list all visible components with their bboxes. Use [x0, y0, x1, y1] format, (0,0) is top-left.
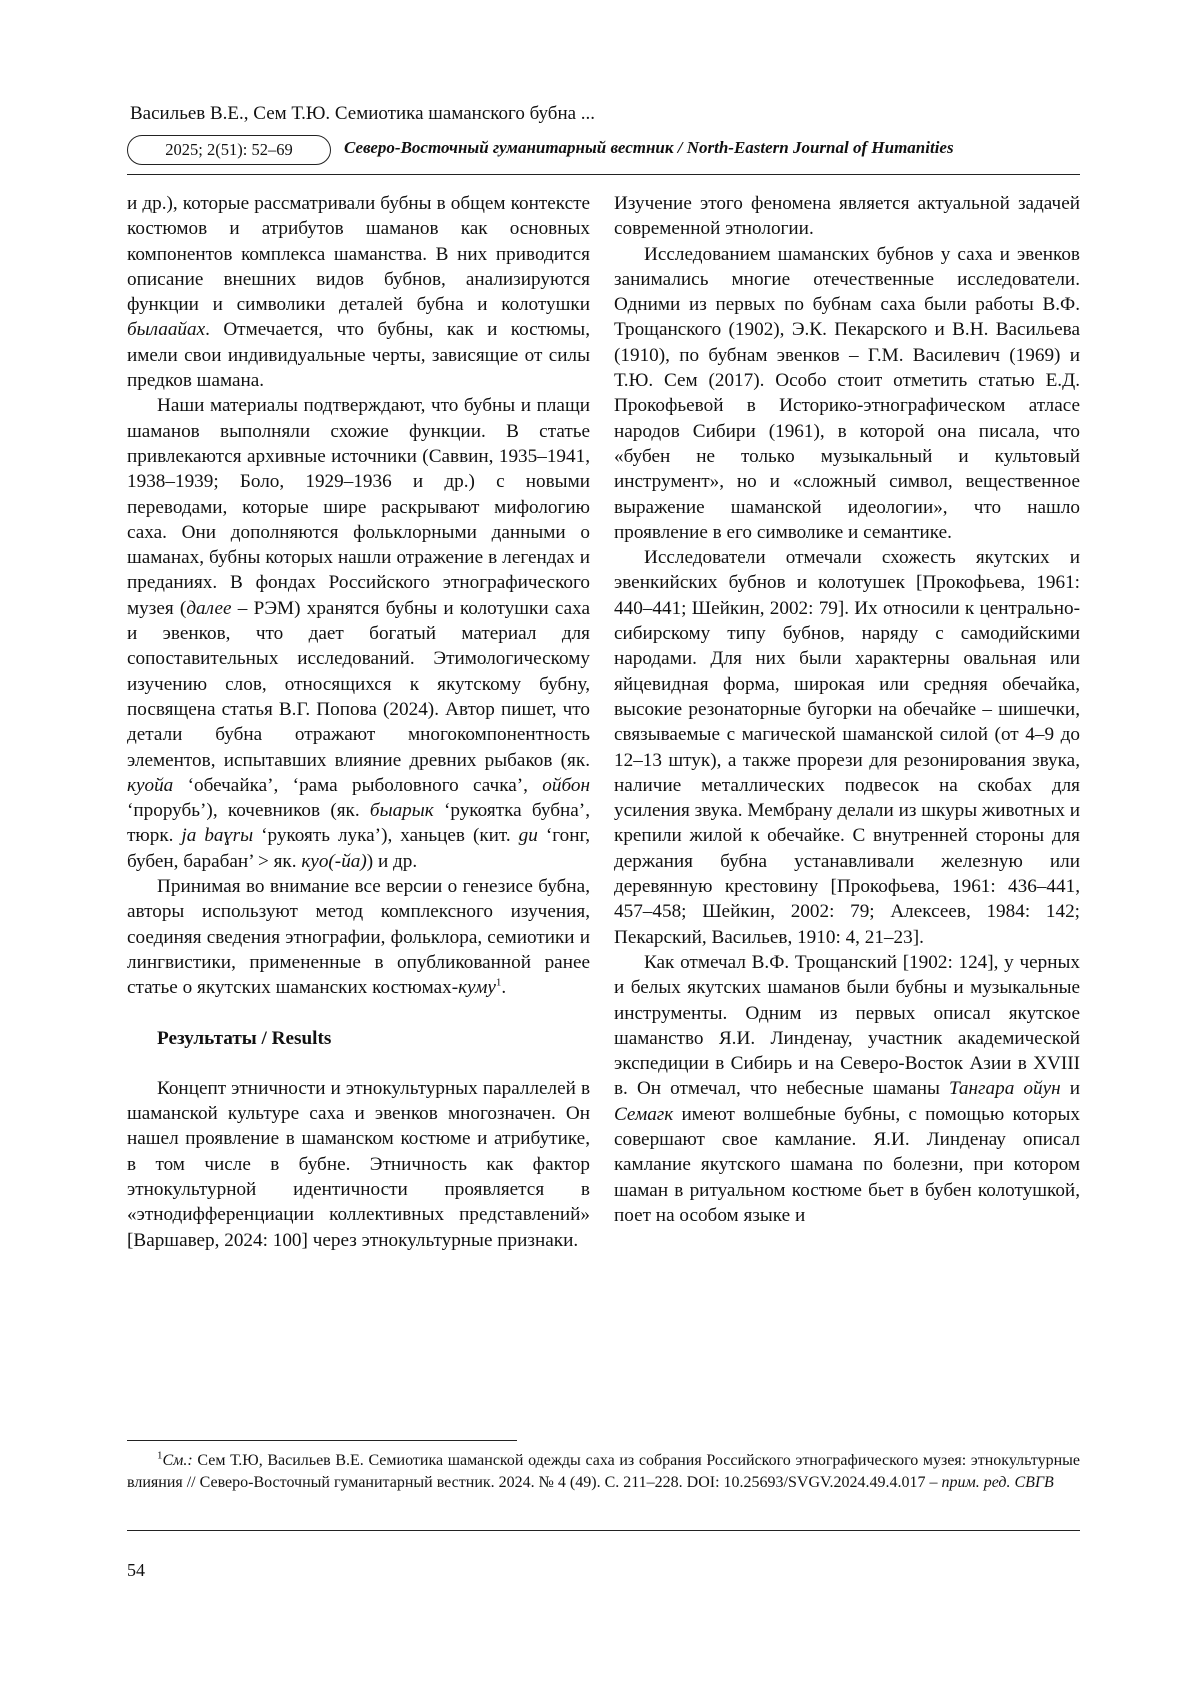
- right-column: [614, 191, 1080, 1228]
- left-column: [127, 191, 590, 1253]
- paragraph: Наши материалы подтверждают, что бубны и плащи шаманов выполняли схожие функции. В статье привлекаются архивные источники (Саввин, 1935–1941, 1938–1939; Боло, 1929–1936 и др.) с новыми переводами, которые шире раскрывают мифологию саха. Они дополняются фольклорными данными о шаманах, бубны которых нашли отражение в легендах и преданиях. В фондах Российского этнографического музея (далее – РЭМ) хранятся бубны и колотушки саха и эвенков, что дает богатый материал для сопоставительных исследований. Этимологическому изучению слов, относящихся к якутскому бубну, посвящена статья В.Г. Попова (2024). Автор пишет, что детали бубна отражают многокомпонентность элементов, испытавших влияние древних рыбаков (як. куойа ‘обечайка’, ‘рама рыболовного сачка’, ойбон ‘прорубь’), кочевников (як. быарык ‘рукоятка бубна’, тюрк. ja baɣrы ‘рукоять лука’), ханьцев (кит. gu ‘гонг, бубен, барабан’ > як. куо(-йа)) и др.: [127, 395, 590, 872]
- footnote: $^1$См.: Сем Т.Ю, Васильев В.Е. Семиотика шаманской одежды саха из собрания Российского этнографического музея: этнокультурные влияния // Северо-Восточный гуманитарный вестник. 2024. № 4 (49). С. 211–228. DOI: 10.25693/SVGV.2024.49.4.017 – прим. ред. СВГВ: [127, 1449, 1080, 1491]
- header-rule: [127, 174, 1080, 175]
- paragraph: Исследователи отмечали схожесть якутских и эвенкийских бубнов и колотушек [Прокофьева, 1961: 440–441; Шейкин, 2002: 79]. Их относили к центрально-сибирскому типу бубнов, наряду с самодийскими народами. Для них были характерны овальная или яйцевидная форма, широкая или средняя обечайка, высокие резонаторные бугорки на обечайке – шишечки, связываемые с магической шаманской силой (от 4–9 до 12–13 штук), а также прорези для резонирования звука, наличие металлических подвесок на скобах для усиления звука. Мембрану делали из шкуры животных и крепили жилой к обечайке. С внутренней стороны для держания бубна устанавливали железную или деревянную крестовину [Прокофьева, 1961: 436–441, 457–458; Шейкин, 2002: 79; Алексеев, 1984: 142; Пекарский, Васильев, 1910: 4, 21–23].: [614, 547, 1080, 948]
- footnote-reference[interactable]: 1: [495, 976, 502, 989]
- paragraph: и др.), которые рассматривали бубны в общем контексте костюмов и атрибутов шаманов как основных компонентов комплекса шаманства. В них приводится описание внешних видов бубнов, анализируются функции и символики деталей бубна и колотушки былаайах. Отмечается, что бубны, как и костюмы, имели свои индивидуальные черты, зависящие от силы предков шамана.: [127, 193, 590, 392]
- running-title: Васильев В.Е., Сем Т.Ю. Семиотика шаманского бубна ...: [130, 103, 596, 124]
- paragraph: Концепт этничности и этнокультурных параллелей в шаманской культуре саха и эвенков многозначен. Он нашел проявление в шаманском костюме и атрибутике, в том числе в бубне. Этничность как фактор этнокультурной идентичности проявляется в «этнодифференциации коллективных представлений» [Варшавер, 2024: 100] через этнокультурные признаки.: [127, 1077, 590, 1251]
- journal-title: Северо-Восточный гуманитарный вестник / North-Eastern Journal of Humanities: [344, 138, 954, 157]
- page-number: 54: [127, 1560, 145, 1580]
- footnote-rule: [127, 1440, 517, 1441]
- section-heading: Результаты / Results: [157, 1027, 332, 1049]
- paragraph: Принимая во внимание все версии о генезисе бубна, авторы используют метод комплексного изучения, соединяя сведения этнографии, фольклора, семиотики и лингвистики, примененные в опубликованной ранее статье о якутских шаманских костюмах-куму$^1$.: [127, 876, 590, 999]
- footer-rule: [127, 1530, 1080, 1531]
- paragraph: Исследованием шаманских бубнов у саха и эвенков занимались многие отечественные исследователи. Одними из первых по бубнам саха были работы В.Ф. Трощанского (1902), Э.К. Пекарского и В.Н. Васильева (1910), по бубнам эвенков – Г.М. Василевич (1969) и Т.Ю. Сем (2017). Особо стоит отметить статью Е.Д. Прокофьевой в Историко-этнографическом атласе народов Сибири (1961), в которой она писала, что «бубен не только музыкальный и культовый инструмент», но и «сложный символ, вещественное выражение шаманской идеологии», что нашло проявление в его символике и семантике.: [614, 243, 1080, 543]
- paragraph: Как отмечал В.Ф. Трощанский [1902: 124], у черных и белых якутских шаманов были бубны и музыкальные инструменты. Одним из первых описал якутское шаманство Я.И. Линденау, участник академической экспедиции в Сибирь и на Северо-Восток Азии в XVIII в. Он отмечал, что небесные шаманы Тангара ойун и Семагк имеют волшебные бубны, с помощью которых совершают свое камлание. Я.И. Линденау описал камлание якутского шамана по болезни, при котором шаман в ритуальном костюме бьет в бубен колотушкой, поет на особом языке и: [614, 951, 1080, 1226]
- paragraph: Изучение этого феномена является актуальной задачей современной этнологии.: [614, 193, 1080, 240]
- issue-badge: 2025; 2(51): 52–69: [127, 135, 331, 165]
